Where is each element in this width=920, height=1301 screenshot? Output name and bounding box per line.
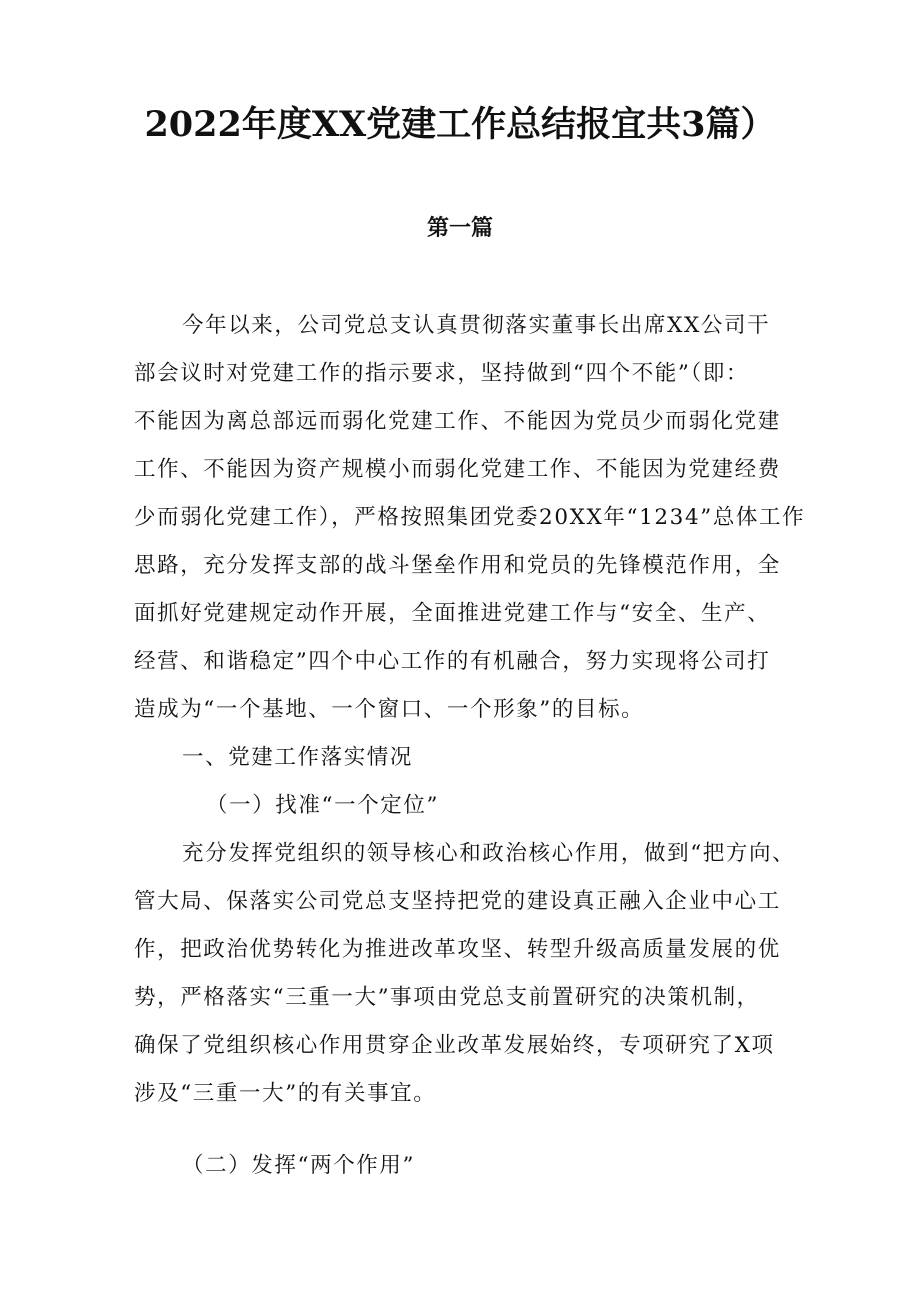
paragraph-line: 充分发挥党组织的领导核心和政治核心作用，做到“把方向、 — [182, 841, 796, 866]
paragraph-line: 面抓好党建规定动作开展，全面推进党建工作与“安全、生产、 — [134, 601, 771, 626]
section-title: 第一篇 — [426, 216, 493, 241]
heading-level-1: 一、党建工作落实情况 — [182, 745, 414, 770]
document-title: 2022年度XX党建工作总结报宜共3篇） — [144, 104, 776, 145]
subheading: （一）找准“一个定位” — [206, 793, 440, 818]
paragraph-line: 管大局、保落实公司党总支坚持把党的建设真正融入企业中心工 — [134, 889, 781, 914]
paragraph-line: 部会议时对党建工作的指示要求，坚持做到“四个不能”（即： — [134, 361, 750, 386]
paragraph-line: 思路，充分发挥支部的战斗堡垒作用和党员的先锋模范作用，全 — [134, 553, 781, 578]
paragraph-line: 少而弱化党建工作），严格按照集团党委20XX年“1234”总体工作 — [134, 505, 806, 530]
paragraph-line: 不能因为离总部远而弱化党建工作、不能因为党员少而弱化党建 — [134, 409, 781, 434]
paragraph-line: 工作、不能因为资产规模小而弱化党建工作、不能因为党建经费 — [134, 457, 781, 482]
paragraph-line: 今年以来，公司党总支认真贯彻落实董事长出席XX公司干 — [182, 313, 771, 338]
paragraph-line: 势，严格落实“三重一大”事项由党总支前置研究的决策机制， — [134, 985, 760, 1010]
paragraph-line: 确保了党组织核心作用贯穿企业改革发展始终，专项研究了X项 — [134, 1033, 775, 1058]
paragraph-line: 经营、和谐稳定”四个中心工作的有机融合，努力实现将公司打 — [134, 649, 771, 674]
paragraph-line: 造成为“一个基地、一个窗口、一个形象”的目标。 — [134, 697, 645, 722]
subheading: （二）发挥“两个作用” — [182, 1153, 416, 1178]
paragraph-line: 作，把政治优势转化为推进改革攻坚、转型升级高质量发展的优 — [134, 937, 781, 962]
paragraph-line: 涉及“三重一大”的有关事宜。 — [134, 1081, 437, 1106]
